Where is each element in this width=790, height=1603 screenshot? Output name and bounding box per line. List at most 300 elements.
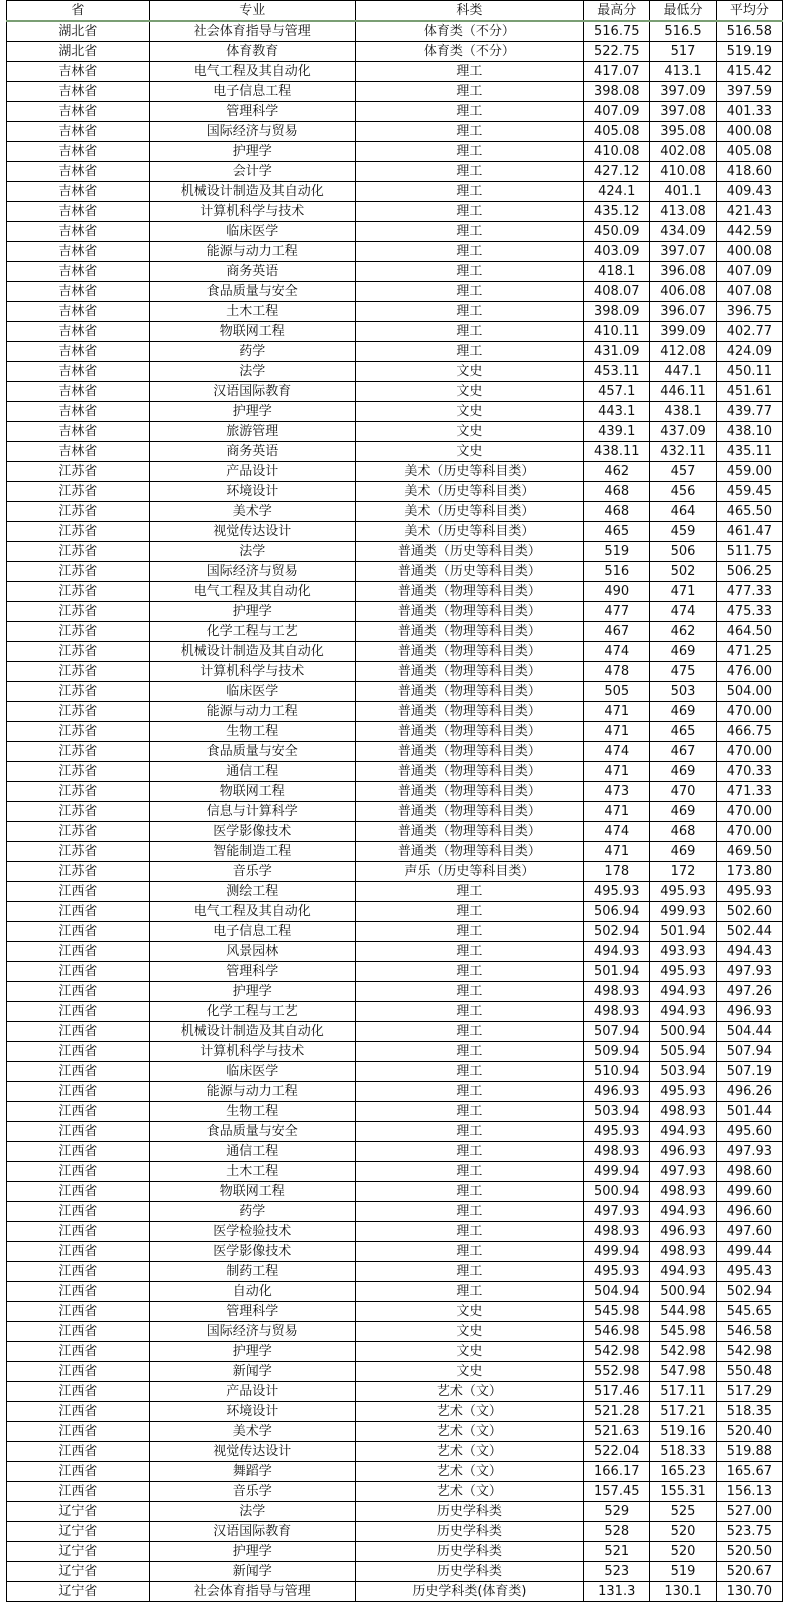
cell-min-score: 413.1: [650, 62, 716, 82]
table-row: [7, 542, 783, 562]
cell-min-score: 503: [650, 682, 716, 702]
cell-category: 美术（历史等科目类）: [355, 502, 583, 522]
table-header: [7, 1, 783, 22]
header-major: 专业: [149, 1, 355, 22]
cell-major: 电气工程及其自动化: [149, 902, 355, 922]
table-row: [7, 942, 783, 962]
cell-avg-score: 470.00: [716, 702, 782, 722]
cell-min-score: 498.93: [650, 1242, 716, 1262]
cell-major: 护理学: [149, 142, 355, 162]
cell-province: 江苏省: [7, 802, 150, 822]
cell-min-score: 465: [650, 722, 716, 742]
cell-category: 理工: [355, 1262, 583, 1282]
cell-avg-score: 471.33: [716, 782, 782, 802]
cell-major: 管理科学: [149, 962, 355, 982]
cell-avg-score: 401.33: [716, 102, 782, 122]
cell-avg-score: 466.75: [716, 722, 782, 742]
cell-major: 新闻学: [149, 1562, 355, 1582]
cell-category: 理工: [355, 1242, 583, 1262]
cell-category: 普通类（历史等科目类）: [355, 562, 583, 582]
cell-major: 商务英语: [149, 262, 355, 282]
cell-avg-score: 504.00: [716, 682, 782, 702]
cell-province: 湖北省: [7, 21, 150, 42]
cell-province: 江苏省: [7, 482, 150, 502]
cell-category: 理工: [355, 82, 583, 102]
table-row: [7, 962, 783, 982]
table-row: [7, 802, 783, 822]
header-min-score: 最低分: [650, 1, 716, 22]
cell-max-score: 474: [584, 822, 650, 842]
cell-category: 理工: [355, 1142, 583, 1162]
table-row: [7, 1202, 783, 1222]
cell-max-score: 450.09: [584, 222, 650, 242]
cell-category: 历史学科类: [355, 1502, 583, 1522]
cell-max-score: 131.3: [584, 1582, 650, 1602]
table-row: [7, 482, 783, 502]
cell-avg-score: 498.60: [716, 1162, 782, 1182]
table-row: [7, 862, 783, 882]
table-row: [7, 122, 783, 142]
cell-category: 文史: [355, 1302, 583, 1322]
cell-avg-score: 407.09: [716, 262, 782, 282]
cell-category: 普通类（物理等科目类）: [355, 782, 583, 802]
cell-min-score: 396.08: [650, 262, 716, 282]
table-row: [7, 1302, 783, 1322]
cell-category: 普通类（物理等科目类）: [355, 842, 583, 862]
cell-min-score: 412.08: [650, 342, 716, 362]
cell-major: 国际经济与贸易: [149, 122, 355, 142]
cell-major: 产品设计: [149, 462, 355, 482]
cell-max-score: 478: [584, 662, 650, 682]
cell-province: 江苏省: [7, 682, 150, 702]
cell-category: 历史学科类(体育类): [355, 1582, 583, 1602]
cell-avg-score: 520.40: [716, 1422, 782, 1442]
cell-province: 江西省: [7, 1062, 150, 1082]
cell-max-score: 546.98: [584, 1322, 650, 1342]
cell-province: 江西省: [7, 962, 150, 982]
cell-province: 吉林省: [7, 362, 150, 382]
cell-category: 理工: [355, 282, 583, 302]
cell-min-score: 397.08: [650, 102, 716, 122]
cell-max-score: 435.12: [584, 202, 650, 222]
cell-avg-score: 511.75: [716, 542, 782, 562]
table-row: [7, 522, 783, 542]
cell-avg-score: 459.45: [716, 482, 782, 502]
cell-min-score: 503.94: [650, 1062, 716, 1082]
cell-avg-score: 156.13: [716, 1482, 782, 1502]
cell-major: 医学影像技术: [149, 1242, 355, 1262]
cell-max-score: 505: [584, 682, 650, 702]
cell-max-score: 552.98: [584, 1362, 650, 1382]
table-row: [7, 722, 783, 742]
cell-province: 辽宁省: [7, 1542, 150, 1562]
cell-province: 江西省: [7, 1082, 150, 1102]
table-row: [7, 742, 783, 762]
cell-major: 护理学: [149, 1342, 355, 1362]
cell-major: 新闻学: [149, 1362, 355, 1382]
cell-min-score: 499.93: [650, 902, 716, 922]
table-row: [7, 282, 783, 302]
cell-min-score: 516.5: [650, 21, 716, 42]
cell-category: 美术（历史等科目类）: [355, 462, 583, 482]
cell-min-score: 501.94: [650, 922, 716, 942]
table-row: [7, 182, 783, 202]
cell-major: 土木工程: [149, 302, 355, 322]
cell-category: 普通类（物理等科目类）: [355, 662, 583, 682]
cell-province: 吉林省: [7, 102, 150, 122]
cell-min-score: 434.09: [650, 222, 716, 242]
cell-min-score: 494.93: [650, 1122, 716, 1142]
cell-max-score: 474: [584, 642, 650, 662]
cell-min-score: 495.93: [650, 882, 716, 902]
cell-avg-score: 407.08: [716, 282, 782, 302]
cell-province: 江苏省: [7, 602, 150, 622]
table-row: [7, 982, 783, 1002]
cell-avg-score: 527.00: [716, 1502, 782, 1522]
cell-major: 能源与动力工程: [149, 1082, 355, 1102]
cell-max-score: 516: [584, 562, 650, 582]
cell-major: 物联网工程: [149, 782, 355, 802]
table-row: [7, 1522, 783, 1542]
table-row: [7, 1582, 783, 1602]
cell-category: 理工: [355, 322, 583, 342]
table-row: [7, 702, 783, 722]
cell-min-score: 493.93: [650, 942, 716, 962]
table-row: [7, 1082, 783, 1102]
cell-max-score: 495.93: [584, 1262, 650, 1282]
cell-major: 药学: [149, 342, 355, 362]
table-row: [7, 1022, 783, 1042]
cell-major: 风景园林: [149, 942, 355, 962]
cell-avg-score: 507.94: [716, 1042, 782, 1062]
cell-province: 江西省: [7, 922, 150, 942]
cell-max-score: 471: [584, 762, 650, 782]
cell-max-score: 443.1: [584, 402, 650, 422]
cell-min-score: 446.11: [650, 382, 716, 402]
cell-avg-score: 502.94: [716, 1282, 782, 1302]
cell-category: 理工: [355, 1042, 583, 1062]
cell-min-score: 506: [650, 542, 716, 562]
cell-avg-score: 470.00: [716, 802, 782, 822]
cell-major: 国际经济与贸易: [149, 1322, 355, 1342]
cell-min-score: 502: [650, 562, 716, 582]
cell-min-score: 505.94: [650, 1042, 716, 1062]
cell-max-score: 438.11: [584, 442, 650, 462]
cell-max-score: 468: [584, 482, 650, 502]
cell-min-score: 456: [650, 482, 716, 502]
cell-min-score: 517.11: [650, 1382, 716, 1402]
cell-avg-score: 497.26: [716, 982, 782, 1002]
cell-major: 法学: [149, 1502, 355, 1522]
cell-major: 临床医学: [149, 682, 355, 702]
cell-avg-score: 459.00: [716, 462, 782, 482]
cell-major: 社会体育指导与管理: [149, 1582, 355, 1602]
cell-category: 艺术（文）: [355, 1462, 583, 1482]
cell-province: 江西省: [7, 1382, 150, 1402]
cell-max-score: 407.09: [584, 102, 650, 122]
cell-province: 吉林省: [7, 122, 150, 142]
cell-province: 江苏省: [7, 762, 150, 782]
cell-avg-score: 550.48: [716, 1362, 782, 1382]
cell-category: 普通类（物理等科目类）: [355, 622, 583, 642]
cell-major: 汉语国际教育: [149, 1522, 355, 1542]
cell-min-score: 544.98: [650, 1302, 716, 1322]
cell-max-score: 507.94: [584, 1022, 650, 1042]
cell-category: 文史: [355, 1322, 583, 1342]
cell-major: 智能制造工程: [149, 842, 355, 862]
table-row: [7, 1222, 783, 1242]
table-row: [7, 1422, 783, 1442]
cell-major: 计算机科学与技术: [149, 202, 355, 222]
cell-province: 江苏省: [7, 622, 150, 642]
cell-avg-score: 495.60: [716, 1122, 782, 1142]
cell-province: 吉林省: [7, 402, 150, 422]
table-row: [7, 1142, 783, 1162]
table-row: [7, 662, 783, 682]
cell-category: 体育类（不分）: [355, 42, 583, 62]
cell-max-score: 498.93: [584, 1002, 650, 1022]
table-row: [7, 422, 783, 442]
cell-province: 江西省: [7, 1342, 150, 1362]
cell-avg-score: 451.61: [716, 382, 782, 402]
table-row: [7, 402, 783, 422]
cell-max-score: 521: [584, 1542, 650, 1562]
cell-avg-score: 405.08: [716, 142, 782, 162]
table-row: [7, 242, 783, 262]
cell-min-score: 497.93: [650, 1162, 716, 1182]
cell-province: 辽宁省: [7, 1562, 150, 1582]
cell-max-score: 471: [584, 802, 650, 822]
cell-major: 会计学: [149, 162, 355, 182]
cell-min-score: 469: [650, 842, 716, 862]
table-row: [7, 262, 783, 282]
table-row: [7, 502, 783, 522]
cell-category: 普通类（物理等科目类）: [355, 602, 583, 622]
cell-max-score: 523: [584, 1562, 650, 1582]
table-row: [7, 762, 783, 782]
cell-avg-score: 469.50: [716, 842, 782, 862]
header-category: 科类: [355, 1, 583, 22]
cell-major: 产品设计: [149, 1382, 355, 1402]
cell-major: 制药工程: [149, 1262, 355, 1282]
cell-major: 舞蹈学: [149, 1462, 355, 1482]
table-row: [7, 1122, 783, 1142]
cell-category: 文史: [355, 382, 583, 402]
cell-min-score: 447.1: [650, 362, 716, 382]
cell-province: 江西省: [7, 1142, 150, 1162]
cell-avg-score: 496.93: [716, 1002, 782, 1022]
header-province: 省: [7, 1, 150, 22]
cell-major: 体育教育: [149, 42, 355, 62]
cell-max-score: 477: [584, 602, 650, 622]
cell-major: 电子信息工程: [149, 82, 355, 102]
cell-major: 视觉传达设计: [149, 522, 355, 542]
cell-avg-score: 520.67: [716, 1562, 782, 1582]
cell-min-score: 520: [650, 1542, 716, 1562]
cell-category: 文史: [355, 402, 583, 422]
table-row: [7, 842, 783, 862]
cell-min-score: 469: [650, 762, 716, 782]
cell-major: 音乐学: [149, 1482, 355, 1502]
cell-max-score: 504.94: [584, 1282, 650, 1302]
cell-max-score: 529: [584, 1502, 650, 1522]
cell-min-score: 494.93: [650, 982, 716, 1002]
cell-avg-score: 497.93: [716, 1142, 782, 1162]
table-row: [7, 1182, 783, 1202]
cell-category: 艺术（文）: [355, 1442, 583, 1462]
cell-category: 艺术（文）: [355, 1402, 583, 1422]
cell-category: 理工: [355, 1182, 583, 1202]
cell-province: 吉林省: [7, 302, 150, 322]
cell-max-score: 498.93: [584, 1142, 650, 1162]
cell-category: 理工: [355, 1202, 583, 1222]
cell-category: 理工: [355, 302, 583, 322]
cell-avg-score: 520.50: [716, 1542, 782, 1562]
cell-min-score: 517.21: [650, 1402, 716, 1422]
cell-category: 普通类（物理等科目类）: [355, 702, 583, 722]
cell-category: 普通类（物理等科目类）: [355, 822, 583, 842]
cell-min-score: 467: [650, 742, 716, 762]
cell-max-score: 439.1: [584, 422, 650, 442]
table-row: [7, 362, 783, 382]
cell-avg-score: 502.44: [716, 922, 782, 942]
cell-province: 吉林省: [7, 142, 150, 162]
cell-max-score: 499.94: [584, 1242, 650, 1262]
cell-avg-score: 523.75: [716, 1522, 782, 1542]
cell-max-score: 516.75: [584, 21, 650, 42]
table-row: [7, 902, 783, 922]
cell-province: 辽宁省: [7, 1502, 150, 1522]
cell-major: 医学检验技术: [149, 1222, 355, 1242]
cell-max-score: 474: [584, 742, 650, 762]
cell-province: 吉林省: [7, 422, 150, 442]
table-row: [7, 21, 783, 42]
cell-min-score: 471: [650, 582, 716, 602]
cell-min-score: 545.98: [650, 1322, 716, 1342]
cell-min-score: 520: [650, 1522, 716, 1542]
cell-max-score: 502.94: [584, 922, 650, 942]
cell-max-score: 471: [584, 702, 650, 722]
cell-major: 化学工程与工艺: [149, 1002, 355, 1022]
cell-province: 江西省: [7, 1022, 150, 1042]
cell-major: 计算机科学与技术: [149, 662, 355, 682]
cell-min-score: 474: [650, 602, 716, 622]
cell-avg-score: 495.43: [716, 1262, 782, 1282]
cell-avg-score: 497.93: [716, 962, 782, 982]
cell-major: 能源与动力工程: [149, 702, 355, 722]
cell-avg-score: 546.58: [716, 1322, 782, 1342]
cell-province: 湖北省: [7, 42, 150, 62]
header-row: [7, 1, 783, 22]
cell-province: 江苏省: [7, 462, 150, 482]
cell-max-score: 517.46: [584, 1382, 650, 1402]
cell-province: 江西省: [7, 1162, 150, 1182]
cell-avg-score: 475.33: [716, 602, 782, 622]
cell-max-score: 398.08: [584, 82, 650, 102]
cell-min-score: 517: [650, 42, 716, 62]
cell-avg-score: 173.80: [716, 862, 782, 882]
table-row: [7, 1042, 783, 1062]
cell-category: 理工: [355, 902, 583, 922]
cell-avg-score: 461.47: [716, 522, 782, 542]
cell-max-score: 408.07: [584, 282, 650, 302]
cell-category: 声乐（历史等科目类）: [355, 862, 583, 882]
table-row: [7, 342, 783, 362]
table-row: [7, 42, 783, 62]
cell-category: 理工: [355, 1222, 583, 1242]
cell-avg-score: 470.00: [716, 822, 782, 842]
cell-province: 吉林省: [7, 202, 150, 222]
table-row: [7, 1462, 783, 1482]
table-row: [7, 1402, 783, 1422]
cell-category: 理工: [355, 182, 583, 202]
cell-category: 理工: [355, 262, 583, 282]
cell-max-score: 496.93: [584, 1082, 650, 1102]
table-row: [7, 1242, 783, 1262]
cell-province: 吉林省: [7, 222, 150, 242]
cell-major: 美术学: [149, 502, 355, 522]
cell-province: 江西省: [7, 1262, 150, 1282]
cell-major: 社会体育指导与管理: [149, 21, 355, 42]
cell-min-score: 130.1: [650, 1582, 716, 1602]
table-row: [7, 1342, 783, 1362]
cell-min-score: 494.93: [650, 1262, 716, 1282]
cell-min-score: 410.08: [650, 162, 716, 182]
cell-min-score: 496.93: [650, 1142, 716, 1162]
cell-province: 江西省: [7, 1002, 150, 1022]
cell-max-score: 467: [584, 622, 650, 642]
cell-avg-score: 471.25: [716, 642, 782, 662]
cell-avg-score: 165.67: [716, 1462, 782, 1482]
cell-category: 美术（历史等科目类）: [355, 482, 583, 502]
cell-province: 江西省: [7, 1282, 150, 1302]
cell-min-score: 155.31: [650, 1482, 716, 1502]
cell-avg-score: 418.60: [716, 162, 782, 182]
cell-major: 通信工程: [149, 1142, 355, 1162]
cell-max-score: 494.93: [584, 942, 650, 962]
cell-province: 江苏省: [7, 662, 150, 682]
cell-province: 吉林省: [7, 182, 150, 202]
cell-province: 吉林省: [7, 322, 150, 342]
cell-min-score: 519: [650, 1562, 716, 1582]
cell-province: 江苏省: [7, 722, 150, 742]
cell-province: 江苏省: [7, 822, 150, 842]
table-row: [7, 1282, 783, 1302]
cell-max-score: 506.94: [584, 902, 650, 922]
table-body: [7, 21, 783, 1602]
cell-avg-score: 421.43: [716, 202, 782, 222]
table-row: [7, 82, 783, 102]
cell-province: 江苏省: [7, 842, 150, 862]
cell-min-score: 432.11: [650, 442, 716, 462]
table-row: [7, 1442, 783, 1462]
cell-category: 理工: [355, 1102, 583, 1122]
cell-major: 法学: [149, 542, 355, 562]
cell-province: 江西省: [7, 902, 150, 922]
cell-max-score: 473: [584, 782, 650, 802]
cell-min-score: 500.94: [650, 1282, 716, 1302]
cell-max-score: 509.94: [584, 1042, 650, 1062]
cell-avg-score: 496.26: [716, 1082, 782, 1102]
cell-category: 普通类（物理等科目类）: [355, 742, 583, 762]
cell-max-score: 501.94: [584, 962, 650, 982]
cell-category: 理工: [355, 1162, 583, 1182]
cell-avg-score: 424.09: [716, 342, 782, 362]
cell-min-score: 494.93: [650, 1002, 716, 1022]
cell-province: 江西省: [7, 1362, 150, 1382]
cell-min-score: 459: [650, 522, 716, 542]
cell-province: 江苏省: [7, 782, 150, 802]
